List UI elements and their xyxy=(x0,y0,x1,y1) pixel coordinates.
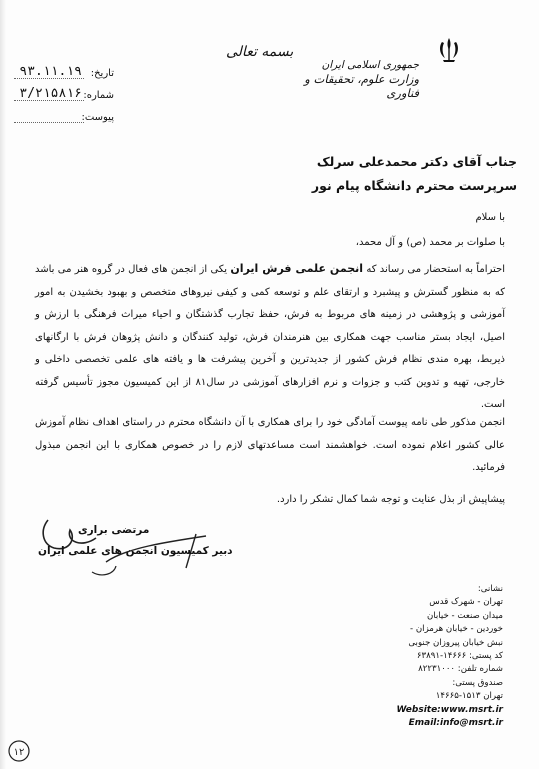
body-paragraph-3: پیشاپیش از بذل عنایت و توجه شما کمال تشکر را دارد. xyxy=(276,494,505,505)
scan-fold-shadow xyxy=(0,0,6,769)
ministry-line-1: جمهوری اسلامی ایران xyxy=(321,59,419,71)
date-dotted-line xyxy=(14,78,84,79)
address-line: تهران ۱۵۱۳-۱۴۶۶۵ xyxy=(435,691,503,702)
signatory-name: مرتضی براری xyxy=(78,524,150,536)
page-number-circle xyxy=(6,738,32,764)
p1-before: احتراماً به استحضار می رساند که xyxy=(363,264,505,275)
body-paragraph-2: انجمن مذکور طی نامه پیوست آمادگی خود را برای همکاری با آن دانشگاه محترم در راستای اهداف نظام آموزش عالی کشور اعلام نموده است. خواهشمند است مساعدتهای لازم را در خصوص همکاری با این انجمن مبذول فرمائید. xyxy=(35,417,505,473)
address-line: صندوق پستی: xyxy=(452,677,503,688)
address-line: خوردین - خیابان هرمزان - xyxy=(410,624,503,635)
address-line: کد پستی: ۱۴۶۶۶-۶۳۸۹۱ xyxy=(416,651,503,662)
recipient-block xyxy=(217,150,517,198)
number-value: ۳/۲۱۵۸۱۶ xyxy=(19,86,82,101)
number-dotted-line xyxy=(14,100,84,101)
address-line: تهران - شهرک قدس xyxy=(429,597,503,608)
ministry-heading xyxy=(269,58,419,100)
website-text: Website:www.msrt.ir xyxy=(396,704,503,715)
ministry-line-2: وزارت علوم، تحقیقات و فناوری xyxy=(304,72,419,100)
address-line: نبش خیابان پیروزان جنوبی xyxy=(408,637,503,648)
number-label: شماره: xyxy=(83,90,114,101)
date-field xyxy=(14,66,114,82)
attachment-dotted-line xyxy=(14,122,84,123)
page-number: ۱۲ xyxy=(13,747,25,758)
date-label: تاریخ: xyxy=(90,68,114,79)
date-value: ۹۳.۱۱.۱۹ xyxy=(19,64,82,79)
attachment-field xyxy=(14,110,114,126)
greeting: با سلام xyxy=(475,212,505,223)
address-line: میدان صنعت - خیابان xyxy=(426,610,503,621)
recipient-title: سرپرست محترم دانشگاه پیام نور xyxy=(311,178,517,193)
attachment-label: پیوست: xyxy=(81,112,114,123)
address-block xyxy=(363,583,503,730)
association-name: انجمن علمی فرش ایران xyxy=(230,262,364,275)
body-paragraph-1 xyxy=(35,258,505,417)
address-line: شماره تلفن: ۸۲۲۳۱۰۰۰ xyxy=(418,664,503,675)
iran-emblem-icon xyxy=(436,36,462,64)
salutation: با صلوات بر محمد (ص) و آل محمد، xyxy=(355,237,505,248)
address-label: نشانی: xyxy=(477,584,503,594)
p1-after: یکی از انجمن های فعال در گروه هنر می باشد که به منظور گسترش و پیشبرد و ارتقای علم و توسعه کمی و کیفی نیروهای متخصص و بهبود بخشیدن به امور آموزشی و پژوهشی در زمینه های مربوط به فرش، حفظ تجارب گذشتگان و احیاء میراث فرهنگی با ارزش و اصیل، ایجاد بستر مناسب جهت همکاری بین هنرمندان فرش، تولید کنندگان و دانش پژوهان فرش با ارگانهای ذیربط، بهره مندی نظام فرش کشور از جدیدترین و آخرین پیشرفت ها و یافته های علمی تخصصی داخلی و خارجی، تهیه و تدوین کتب و جزوات و نرم افزارهای آموزشی در سال۸۱ از این کمیسیون مجوز تأسیس گرفته است. xyxy=(35,264,505,410)
email-text: Email:info@msrt.ir xyxy=(408,718,503,729)
number-field xyxy=(14,88,114,104)
bismillah-heading: بسمه تعالی xyxy=(226,44,294,60)
signatory-title: دبیر کمیسیون انجمن های علمی ایران xyxy=(38,545,233,557)
recipient-name: جناب آقای دکتر محمدعلی سرلک xyxy=(316,154,517,169)
